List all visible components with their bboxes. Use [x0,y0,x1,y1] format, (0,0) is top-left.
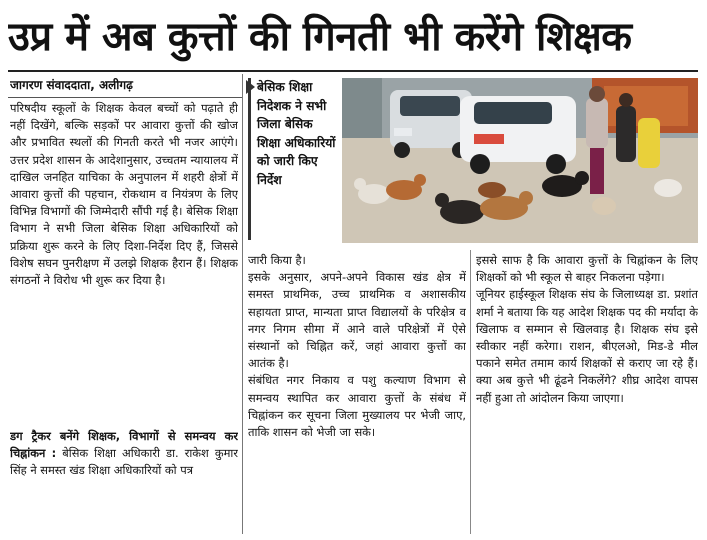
article-column-2 [248,252,466,534]
headline-rule [8,70,698,72]
article-column-1-subsection [10,428,238,532]
byline: जागरण संवाददाता, अलीगढ़ [10,78,133,92]
article-column-3 [476,252,698,534]
subhead: डग ट्रैकर बनेंगे शिक्षक, विभागों से समन्वय कर चिह्नांकन : [10,429,238,461]
column-1-paragraph: परिषदीय स्कूलों के शिक्षक केवल बच्चों को पढ़ाते ही नहीं दिखेंगे, बल्कि सड़कों पर आवारा कुत्तों की खोज और प्रभावित स्थलों की गिनती करते भी नजर आएंगे। उत्तर प्रदेश शासन के आदेशानुसार, उच्चतम न्यायालय में दाखिल जनहित याचिका के अनुपालन में शहरी क्षेत्रों में आवारा कुत्तों की पहचान, रोकथाम व नियंत्रण के लिए विभिन्न विभागों की जिम्मेदारी सौंपी गई है। बेसिक शिक्षा विभाग ने सभी जिला बेसिक शिक्षा अधिकारियों को प्रक्रिया शुरू करने के लिए दिशा-निर्देश दिए हैं, जिससे विशेष सघन पुनरीक्षण में उलझे शिक्षक हैरान हैं। शिक्षक संगठनों ने विरोध भी शुरू कर दिया है। [10,101,238,288]
article-column-1 [10,100,238,410]
column-2-paragraph-b: इसके अनुसार, अपने-अपने विकास खंड क्षेत्र में समस्त प्राथमिक, उच्च प्राथमिक व अशासकीय सहायता प्राप्त, मान्यता प्राप्त विद्यालयों के परिक्षेत्र व नगर निगम सीमा में आने वाले परिक्षेत्रों में ऐसे संस्थानों को चिह्नित करें, जहां आवारा कुत्तों का आतंक है। [248,270,466,371]
subsection-text: बेसिक शिक्षा अधिकारी डा. राकेश कुमार सिंह ने समस्त खंड शिक्षा अधिकारियों को पत्र [10,446,238,478]
news-photo [342,78,698,243]
headline: उप्र में अब कुत्तों की गिनती भी करेंगे शिक्षक [8,14,632,60]
byline-rule [8,97,242,98]
column-divider [242,74,243,534]
photo-caption: बेसिक शिक्षा निदेशक ने सभी जिला बेसिक शिक्षा अधिकारियों को जारी किए निर्देश [248,78,340,240]
column-2-paragraph-c: संबंधित नगर निकाय व पशु कल्याण विभाग से समन्वय स्थापित कर आवारा कुत्तों के संबंध में चिह्नांकन कर सूचना जिला मुख्यालय पर भेजी जाए, ताकि शासन को भेजी जा सके। [248,373,466,440]
column-2-paragraph-a: जारी किया है। [248,253,306,267]
column-3-paragraph-b: जूनियर हाईस्कूल शिक्षक संघ के जिलाध्यक्ष डा. प्रशांत शर्मा ने बताया कि यह आदेश शिक्षक पद की मर्यादा के खिलाफ व सम्मान से खिलवाड़ है। शिक्षक संघ इसे स्वीकार नहीं करेगा। राशन, बीएलओ, मिड-डे मील पकाने समेत तमाम कार्य शिक्षकों से कराए जा रहे हैं। क्या अब कुत्ते भी ढूंढने निकलेंगे? शीघ्र आदेश वापस नहीं हुआ तो आंदोलन किया जाएगा। [476,287,698,405]
column-divider-2 [470,250,471,534]
subsection-paragraph [10,428,238,480]
street-dogs-photo [342,78,698,243]
column-3-paragraph-a: इससे साफ है कि आवारा कुत्तों के चिह्नांकन के लिए शिक्षकों को भी स्कूल से बाहर निकलना पड़ेगा। [476,253,698,285]
